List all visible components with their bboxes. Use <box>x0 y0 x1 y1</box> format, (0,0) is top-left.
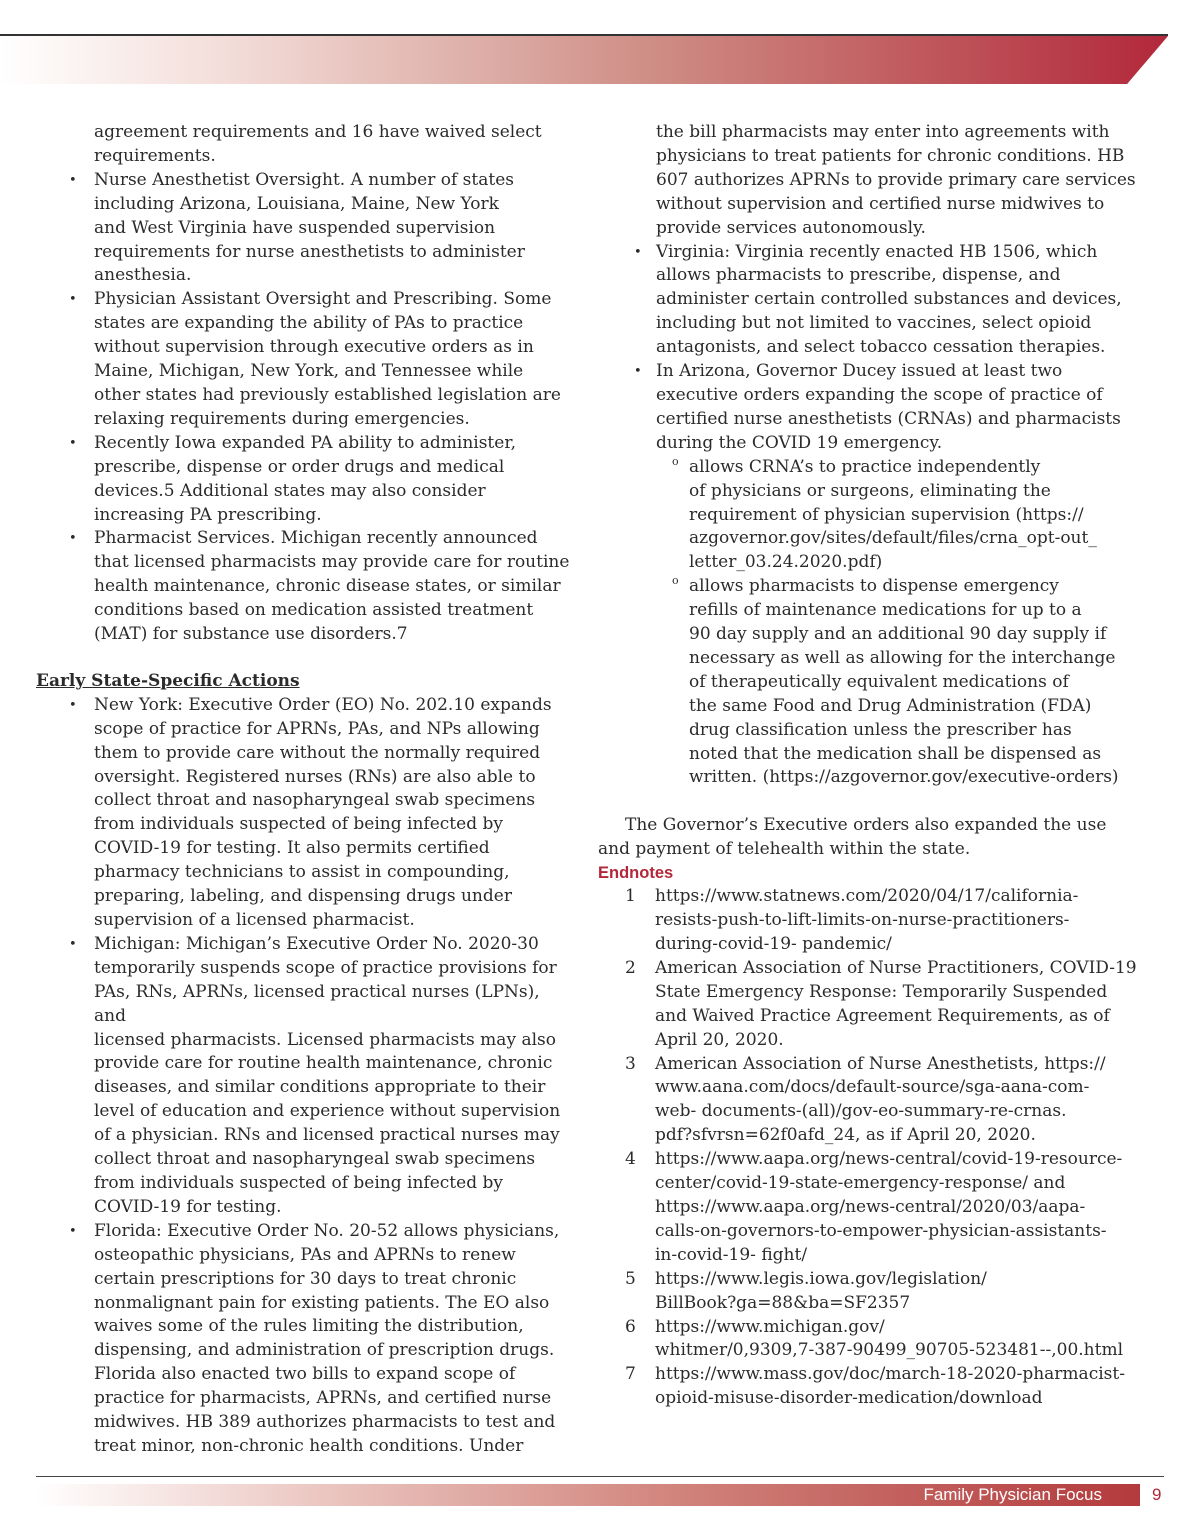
text-line: whitmer/0,9309,7-387-90499_90705-523481--,00.html <box>655 1340 1124 1361</box>
text-line: https://www.legis.iowa.gov/legislation/ <box>655 1268 987 1289</box>
endnote-number: 7 <box>625 1364 636 1385</box>
text-line: o allows pharmacists to dispense emergency <box>689 576 1059 597</box>
text-line: of a physician. RNs and licensed practical nurses may <box>94 1125 560 1146</box>
text-line: allows pharmacists to prescribe, dispense, and <box>656 265 1061 286</box>
text-line: prescribe, dispense or order drugs and medical <box>94 456 505 477</box>
text-line: • New York: Executive Order (EO) No. 202.10 expands <box>94 694 552 715</box>
endnote-item <box>598 1148 1143 1268</box>
text-line: State Emergency Response: Temporarily Suspended <box>655 981 1108 1002</box>
text-line: letter_03.24.2020.pdf) <box>689 552 883 573</box>
endnote-item <box>598 885 1143 957</box>
endnote-number-cell <box>598 1268 655 1316</box>
footer-publication-title: Family Physician Focus <box>923 1485 1102 1504</box>
text-line: states are expanding the ability of PAs to practice <box>94 313 524 334</box>
text-line: requirements for nurse anesthetists to administer <box>94 241 525 262</box>
right-column <box>598 121 1143 1411</box>
list-item <box>598 241 1143 361</box>
text-line: • Virginia: Virginia recently enacted HB 1506, which <box>656 241 1098 262</box>
text-line: health maintenance, chronic disease states, or similar <box>94 576 561 597</box>
bullet-list-oversight <box>36 169 576 647</box>
endnotes-list <box>598 885 1143 1411</box>
text-line: them to provide care without the normally required <box>94 742 541 763</box>
text-line: and payment of telehealth within the state. <box>598 839 971 860</box>
text-line: https://www.aapa.org/news-central/2020/03/aapa- <box>655 1196 1086 1217</box>
text-line: administer certain controlled substances and devices, <box>656 289 1122 310</box>
continued-text <box>598 121 1143 241</box>
text-line: preparing, labeling, and dispensing drugs under <box>94 886 512 907</box>
list-item <box>36 432 576 528</box>
endnote-number: 5 <box>625 1268 636 1289</box>
text-line: during the COVID 19 emergency. <box>656 432 943 453</box>
text-line: • Nurse Anesthetist Oversight. A number of states <box>94 169 514 190</box>
endnote-text <box>655 1316 1143 1364</box>
text-line: and West Virginia have suspended supervision <box>94 217 496 238</box>
text-line: dispensing, and administration of prescription drugs. <box>94 1340 555 1361</box>
list-item <box>36 1220 576 1459</box>
text-line: • Florida: Executive Order No. 20-52 allows physicians, <box>94 1220 560 1241</box>
text-line: April 20, 2020. <box>655 1029 784 1050</box>
text-line: level of education and experience without supervision <box>94 1101 561 1122</box>
text-line: 90 day supply and an additional 90 day supply if <box>689 624 1107 645</box>
text-line: including Arizona, Louisiana, Maine, New York <box>94 193 499 214</box>
endnote-number: 1 <box>625 886 636 907</box>
endnote-number-cell <box>598 1053 655 1149</box>
text-line: other states had previously established legislation are <box>94 384 561 405</box>
text-line: collect throat and nasopharyngeal swab specimens <box>94 790 536 811</box>
list-item <box>36 169 576 289</box>
text-line: Florida also enacted two bills to expand scope of <box>94 1364 516 1385</box>
text-line: calls-on-governors-to-empower-physician-assistants- <box>655 1220 1107 1241</box>
text-line: from individuals suspected of being infected by <box>94 1172 503 1193</box>
endnote-number-cell <box>598 885 655 957</box>
text-line: provide care for routine health maintenance, chronic <box>94 1053 553 1074</box>
text-line: • Michigan: Michigan’s Executive Order No. 2020-30 <box>94 933 539 954</box>
text-line: without supervision and certified nurse midwives to <box>656 193 1105 214</box>
text-line: osteopathic physicians, PAs and APRNs to renew <box>94 1244 516 1265</box>
text-line: devices.5 Additional states may also consider <box>94 480 486 501</box>
endnote-number: 6 <box>625 1316 636 1337</box>
text-line: licensed pharmacists. Licensed pharmacists may also <box>94 1029 556 1050</box>
bullet-list-state-actions <box>36 694 576 1459</box>
text-line: temporarily suspends scope of practice provisions for <box>94 957 557 978</box>
text-line: practice for pharmacists, APRNs, and certified nurse <box>94 1388 552 1409</box>
text-line: 607 authorizes APRNs to provide primary care services <box>656 169 1136 190</box>
endnote-item <box>598 1268 1143 1316</box>
text-line: requirements. <box>94 145 216 166</box>
text-line: Maine, Michigan, New York, and Tennessee while <box>94 361 524 382</box>
text-line: that licensed pharmacists may provide care for routine <box>94 552 570 573</box>
text-line: of physicians or surgeons, eliminating the <box>689 480 1051 501</box>
endnote-text <box>655 1148 1143 1268</box>
text-line: relaxing requirements during emergencies. <box>94 408 470 429</box>
text-line: the bill pharmacists may enter into agreements with <box>656 122 1110 142</box>
text-line: requirement of physician supervision (https:// <box>689 504 1084 525</box>
text-line: web- documents-(all)/gov-eo-summary-re-crnas. <box>655 1101 1067 1122</box>
text-line: antagonists, and select tobacco cessation therapies. <box>656 337 1106 358</box>
text-line: waives some of the rules limiting the distribution, <box>94 1316 524 1337</box>
text-line: executive orders expanding the scope of practice of <box>656 384 1103 405</box>
text-line: (MAT) for substance use disorders.7 <box>94 624 408 645</box>
text-line: • In Arizona, Governor Ducey issued at least two <box>656 361 1063 382</box>
endnotes-heading: Endnotes <box>598 864 674 883</box>
list-item <box>36 288 576 431</box>
text-line: anesthesia. <box>94 265 192 286</box>
text-line: azgovernor.gov/sites/default/files/crna_opt-out_ <box>689 528 1097 549</box>
text-line: American Association of Nurse Practitioners, COVID-19 <box>655 957 1137 978</box>
endnote-item <box>598 1316 1143 1364</box>
text-line: collect throat and nasopharyngeal swab specimens <box>94 1149 536 1170</box>
text-line: https://www.michigan.gov/ <box>655 1316 885 1337</box>
endnote-item <box>598 1053 1143 1149</box>
text-line: physicians to treat patients for chronic conditions. HB <box>656 145 1125 166</box>
text-line: supervision of a licensed pharmacist. <box>94 910 415 930</box>
text-line: necessary as well as allowing for the interchange <box>689 647 1116 668</box>
text-line: certified nurse anesthetists (CRNAs) and pharmacists <box>656 408 1121 429</box>
text-line: and Waived Practice Agreement Requirements, as of <box>655 1005 1110 1026</box>
text-line: https://www.mass.gov/doc/march-18-2020-pharmacist- <box>655 1364 1125 1385</box>
text-line: https://www.aapa.org/news-central/covid-19-resource- <box>655 1149 1123 1170</box>
text-line: of therapeutically equivalent medications of <box>689 671 1069 692</box>
endnote-item <box>598 1363 1143 1411</box>
text-line: pharmacy technicians to assist in compounding, <box>94 862 510 883</box>
text-line: COVID-19 for testing. It also permits certified <box>94 838 490 859</box>
text-line: from individuals suspected of being infected by <box>94 814 503 835</box>
text-line: certain prescriptions for 30 days to treat chronic <box>94 1268 517 1289</box>
page-number: 9 <box>1152 1485 1162 1504</box>
text-line: the same Food and Drug Administration (FDA) <box>689 695 1092 716</box>
text-line: agreement requirements and 16 have waived select <box>94 122 542 142</box>
section-heading: Early State-Specific Actions <box>36 670 300 691</box>
endnote-text <box>655 1053 1143 1149</box>
text-line: in-covid-19- fight/ <box>655 1244 808 1265</box>
text-line: treat minor, non-chronic health conditions. Under <box>94 1435 524 1456</box>
endnote-number-cell <box>598 1148 655 1268</box>
text-line: nonmalignant pain for existing patients. The EO also <box>94 1292 550 1313</box>
text-line: o allows CRNA’s to practice independently <box>689 456 1041 477</box>
text-line: center/covid-19-state-emergency-response/ and <box>655 1173 1066 1194</box>
endnote-number: 3 <box>625 1053 636 1074</box>
text-line: written. (https://azgovernor.gov/executive-orders) <box>689 767 1119 788</box>
text-line: • Pharmacist Services. Michigan recently announced <box>94 528 538 549</box>
text-line: including but not limited to vaccines, select opioid <box>656 313 1092 334</box>
continued-text <box>36 121 576 169</box>
endnote-text <box>655 1268 1143 1316</box>
list-item <box>36 694 576 933</box>
sub-bullet-list-arizona <box>598 456 1143 791</box>
text-line: increasing PA prescribing. <box>94 504 322 525</box>
bullet-list-right <box>598 241 1143 456</box>
endnote-number: 2 <box>625 957 636 978</box>
endnote-number-cell <box>598 1316 655 1364</box>
text-line: resists-push-to-lift-limits-on-nurse-practitioners- <box>655 910 1070 931</box>
text-line: opioid-misuse-disorder-medication/download <box>655 1388 1043 1409</box>
telehealth-paragraph <box>598 814 1143 862</box>
text-line: scope of practice for APRNs, PAs, and NPs allowing <box>94 718 540 739</box>
text-line: American Association of Nurse Anesthetists, https:// <box>655 1053 1106 1074</box>
text-line: COVID-19 for testing. <box>94 1196 282 1217</box>
text-line: midwives. HB 389 authorizes pharmacists to test and <box>94 1412 556 1433</box>
text-line: provide services autonomously. <box>656 217 926 238</box>
left-column <box>36 121 576 1459</box>
endnote-number-cell <box>598 1363 655 1411</box>
text-line: • Recently Iowa expanded PA ability to administer, <box>94 432 516 453</box>
text-line: diseases, and similar conditions appropriate to their <box>94 1077 546 1098</box>
list-item <box>598 456 1143 576</box>
endnote-item <box>598 957 1143 1053</box>
endnote-text <box>655 957 1143 1053</box>
header-band <box>0 36 1168 84</box>
text-line: during-covid-19- pandemic/ <box>655 934 892 954</box>
text-line: https://www.statnews.com/2020/04/17/california- <box>655 886 1079 907</box>
text-line: pdf?sfvrsn=62f0afd_24, as if April 20, 2020. <box>655 1125 1036 1146</box>
footer-rule <box>36 1476 1164 1477</box>
text-line: oversight. Registered nurses (RNs) are also able to <box>94 766 536 787</box>
text-line: www.aana.com/docs/default-source/sga-aana-com- <box>655 1077 1090 1098</box>
text-line: drug classification unless the prescriber has <box>689 719 1072 740</box>
text-line: noted that the medication shall be dispensed as <box>689 743 1102 764</box>
text-line: PAs, RNs, APRNs, licensed practical nurses (LPNs), and <box>94 981 540 1026</box>
header-rule <box>0 34 1168 36</box>
endnote-number: 4 <box>625 1149 636 1170</box>
list-item <box>36 527 576 647</box>
endnote-number-cell <box>598 957 655 1053</box>
list-item <box>36 933 576 1220</box>
text-line: refills of maintenance medications for up to a <box>689 600 1082 621</box>
endnote-text <box>655 1363 1143 1411</box>
text-line: • Physician Assistant Oversight and Prescribing. Some <box>94 289 552 310</box>
endnote-text <box>655 885 1143 957</box>
text-line: conditions based on medication assisted treatment <box>94 600 534 621</box>
text-line: BillBook?ga=88&ba=SF2357 <box>655 1292 911 1313</box>
list-item <box>598 360 1143 456</box>
text-line: The Governor’s Executive orders also expanded the use <box>625 815 1107 836</box>
list-item <box>598 575 1143 790</box>
text-line: without supervision through executive orders as in <box>94 337 534 358</box>
